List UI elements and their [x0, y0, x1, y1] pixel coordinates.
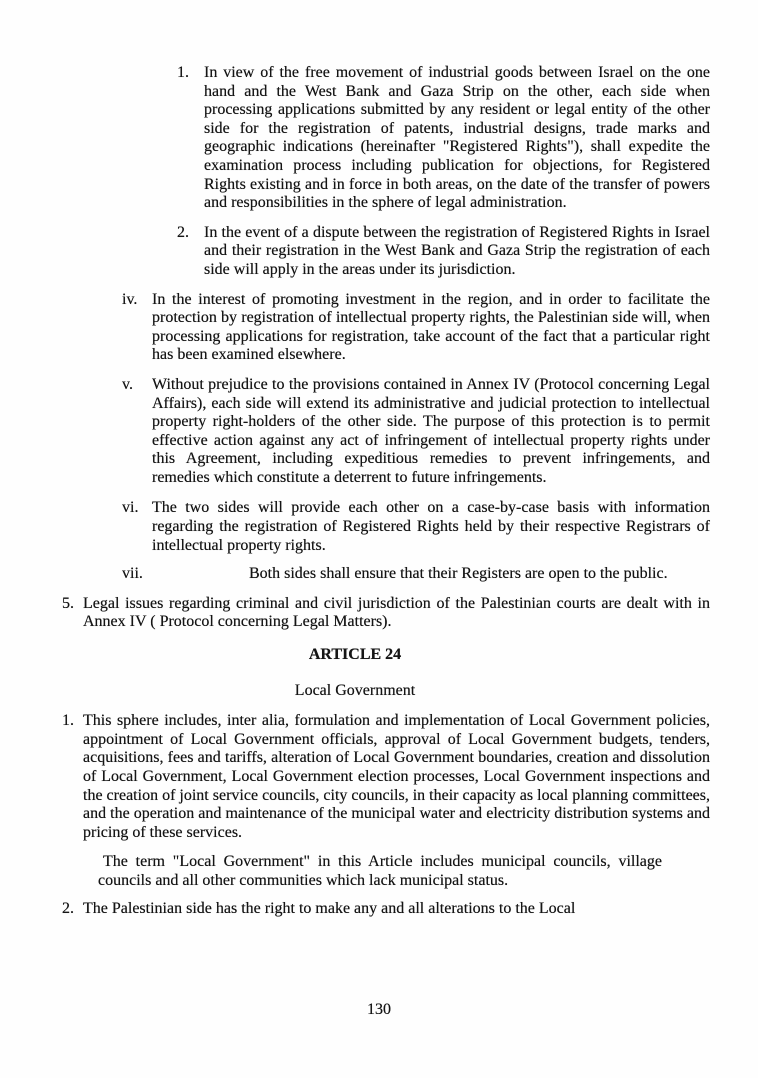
paragraph-text: This sphere includes, inter alia, formulation and implementation of Local Government policies, appointment of Local Government officials, approval of Local Government budgets, tenders, acquisitions, fees and tariffs, alteration of Local Government boundaries, creation and dissolution of Local Government, Local Government election processes, Local Government inspections and the creation of joint service councils, city councils, in their capacity as local planning committees, and the operation and maintenance of the municipal water and electricity distribution systems and pricing of these services. — [83, 712, 710, 841]
paragraph-text: The Palestinian side has the right to make any and all alterations to the Local — [83, 899, 576, 917]
list-marker: 2. — [177, 223, 189, 241]
roman-list-item-vi — [122, 499, 710, 555]
paragraph-text: Without prejudice to the provisions contained in Annex IV (Protocol concerning Legal Affairs), each side will extend its administrative and judicial protection to intellectual property right-holders of the other side. The purpose of this protection is to permit effective action against any act of infringement of intellectual property rights under this Agreement, including expeditious remedies to prevent infringements, and remedies which constitute a deterrent to future infringements. — [152, 375, 710, 486]
article-heading: ARTICLE 24 — [308, 646, 402, 664]
paragraph-text: Both sides shall ensure that their Registers are open to the public. — [249, 565, 668, 583]
sub-list-item-2 — [177, 224, 710, 280]
list-marker: 1. — [62, 712, 74, 730]
list-marker: 5. — [62, 594, 74, 612]
outer-list-item-5 — [62, 595, 710, 632]
paragraph-text: In view of the free movement of industrial goods between Israel on the one hand and the West Bank and Gaza Strip on the other, each side when processing applications submitted by any resident or legal entity of the other side for the registration of patents, industrial designs, trade marks and geographic indications (hereinafter "Registered Rights"), shall expedite the examination process including publication for objections, for Registered Rights existing and in force in both areas, on the date of the transfer of powers and responsibilities in the sphere of legal administration. — [204, 64, 710, 212]
roman-list-item-iv — [122, 291, 710, 365]
term-definition-paragraph: The term "Local Government" in this Article includes municipal councils, village councils and all other communities which lack municipal status. — [98, 853, 662, 889]
page-number: 130 — [367, 1001, 391, 1018]
list-marker: vi. — [122, 499, 139, 517]
article-item-1 — [62, 712, 710, 842]
sub-list-item-1 — [177, 64, 710, 213]
paragraph-text: Legal issues regarding criminal and civil jurisdiction of the Palestinian courts are dealt with in Annex IV ( Protocol concerning Legal Matters). — [83, 594, 710, 631]
article-subheading: Local Government — [294, 681, 416, 699]
roman-list-item-vii — [122, 565, 710, 584]
paragraph-text: In the interest of promoting investment in the region, and in order to facilitate the protection by registration of intellectual property rights, the Palestinian side will, when processing applications for registration, take account of the fact that a particular right has been examined elsewhere. — [152, 290, 710, 364]
list-marker: 2. — [62, 899, 74, 917]
roman-list-item-v — [122, 376, 710, 488]
list-marker: iv. — [122, 290, 138, 308]
paragraph-text: The two sides will provide each other on a case-by-case basis with information regarding the registration of Registered Rights held by their respective Registrars of intellectual property rights. — [152, 499, 710, 554]
list-marker: vii. — [122, 565, 143, 583]
list-marker: v. — [122, 375, 133, 393]
article-item-2 — [62, 900, 710, 919]
page-content — [0, 64, 710, 929]
paragraph-text: In the event of a dispute between the registration of Registered Rights in Israel and their registration in the West Bank and Gaza Strip the registration of each side will apply in the areas under its jurisdiction. — [204, 223, 710, 278]
list-marker: 1. — [177, 64, 189, 81]
